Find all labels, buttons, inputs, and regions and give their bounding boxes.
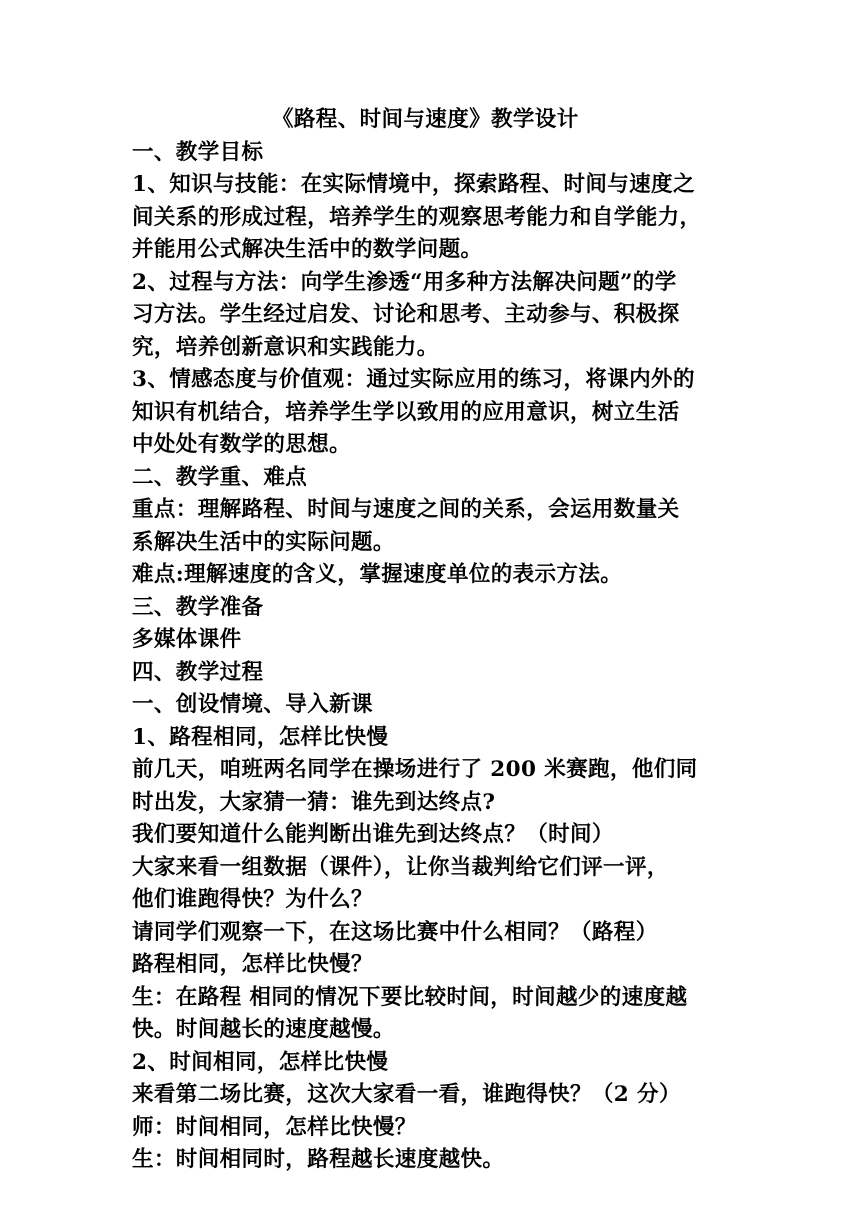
document-body xyxy=(132,104,732,1177)
document-line: 并能用公式解决生活中的数学问题。 xyxy=(132,237,483,262)
document-line: 3、情感态度与价值观：通过实际应用的练习，将课内外的 xyxy=(132,367,695,392)
document-line: 习方法。学生经过启发、讨论和思考、主动参与、积极探 xyxy=(132,302,680,327)
document-line: 生：在路程 相同的情况下要比较时间，时间越少的速度越 xyxy=(132,984,688,1010)
document-line: 中处处有数学的思想。 xyxy=(132,432,352,457)
document-line: 1、知识与技能：在实际情境中，探索路程、时间与速度之 xyxy=(132,172,695,197)
document-line: 多媒体课件 xyxy=(132,627,242,652)
document-line: 2、时间相同，怎样比快慢 xyxy=(132,1049,389,1075)
document-line: 间关系的形成过程，培养学生的观察思考能力和自学能力， xyxy=(132,204,702,230)
document-line: 一、创设情境、导入新课 xyxy=(132,692,373,717)
document-line: 四、教学过程 xyxy=(132,659,264,685)
document-title: 《路程、时间与速度》教学设计 xyxy=(272,107,579,132)
document-line: 一、教学目标 xyxy=(132,139,264,165)
document-line: 三、教学准备 xyxy=(132,594,264,620)
document-line: 1、路程相同，怎样比快慢 xyxy=(132,724,389,750)
document-line: 师：时间相同，怎样比快慢？ xyxy=(132,1114,417,1140)
document-line: 我们要知道什么能判断出谁先到达终点？（时间） xyxy=(132,822,614,847)
document-line: 请同学们观察一下，在这场比赛中什么相同？（路程） xyxy=(132,919,658,945)
document-line: 前几天，咱班两名同学在操场进行了 200 米赛跑，他们同 xyxy=(132,757,698,782)
document-line: 二、教学重、难点 xyxy=(132,464,308,490)
document-line: 大家来看一组数据（课件），让你当裁判给它们评一评， xyxy=(132,854,669,880)
document-line: 他们谁跑得快？为什么？ xyxy=(132,887,373,912)
document-line: 生：时间相同时，路程越长速度越快。 xyxy=(132,1147,505,1172)
document-line: 难点:理解速度的含义，掌握速度单位的表示方法。 xyxy=(132,562,623,587)
document-line: 系解决生活中的实际问题。 xyxy=(132,529,395,555)
document-line: 2、过程与方法：向学生渗透“用多种方法解决问题”的学 xyxy=(132,269,677,295)
document-line: 知识有机结合，培养学生学以致用的应用意识，树立生活 xyxy=(132,399,680,425)
document-line: 时出发，大家猜一猜：谁先到达终点? xyxy=(132,789,496,815)
document-line: 究，培养创新意识和实践能力。 xyxy=(132,334,439,360)
document-line: 路程相同，怎样比快慢？ xyxy=(132,952,373,977)
document-lines xyxy=(132,137,732,1177)
document-line: 来看第二场比赛，这次大家看一看，谁跑得快？（2 分） xyxy=(132,1082,681,1107)
document-line: 重点：理解路程、时间与速度之间的关系，会运用数量关 xyxy=(132,497,680,522)
document-line: 快。时间越长的速度越慢。 xyxy=(132,1017,395,1042)
